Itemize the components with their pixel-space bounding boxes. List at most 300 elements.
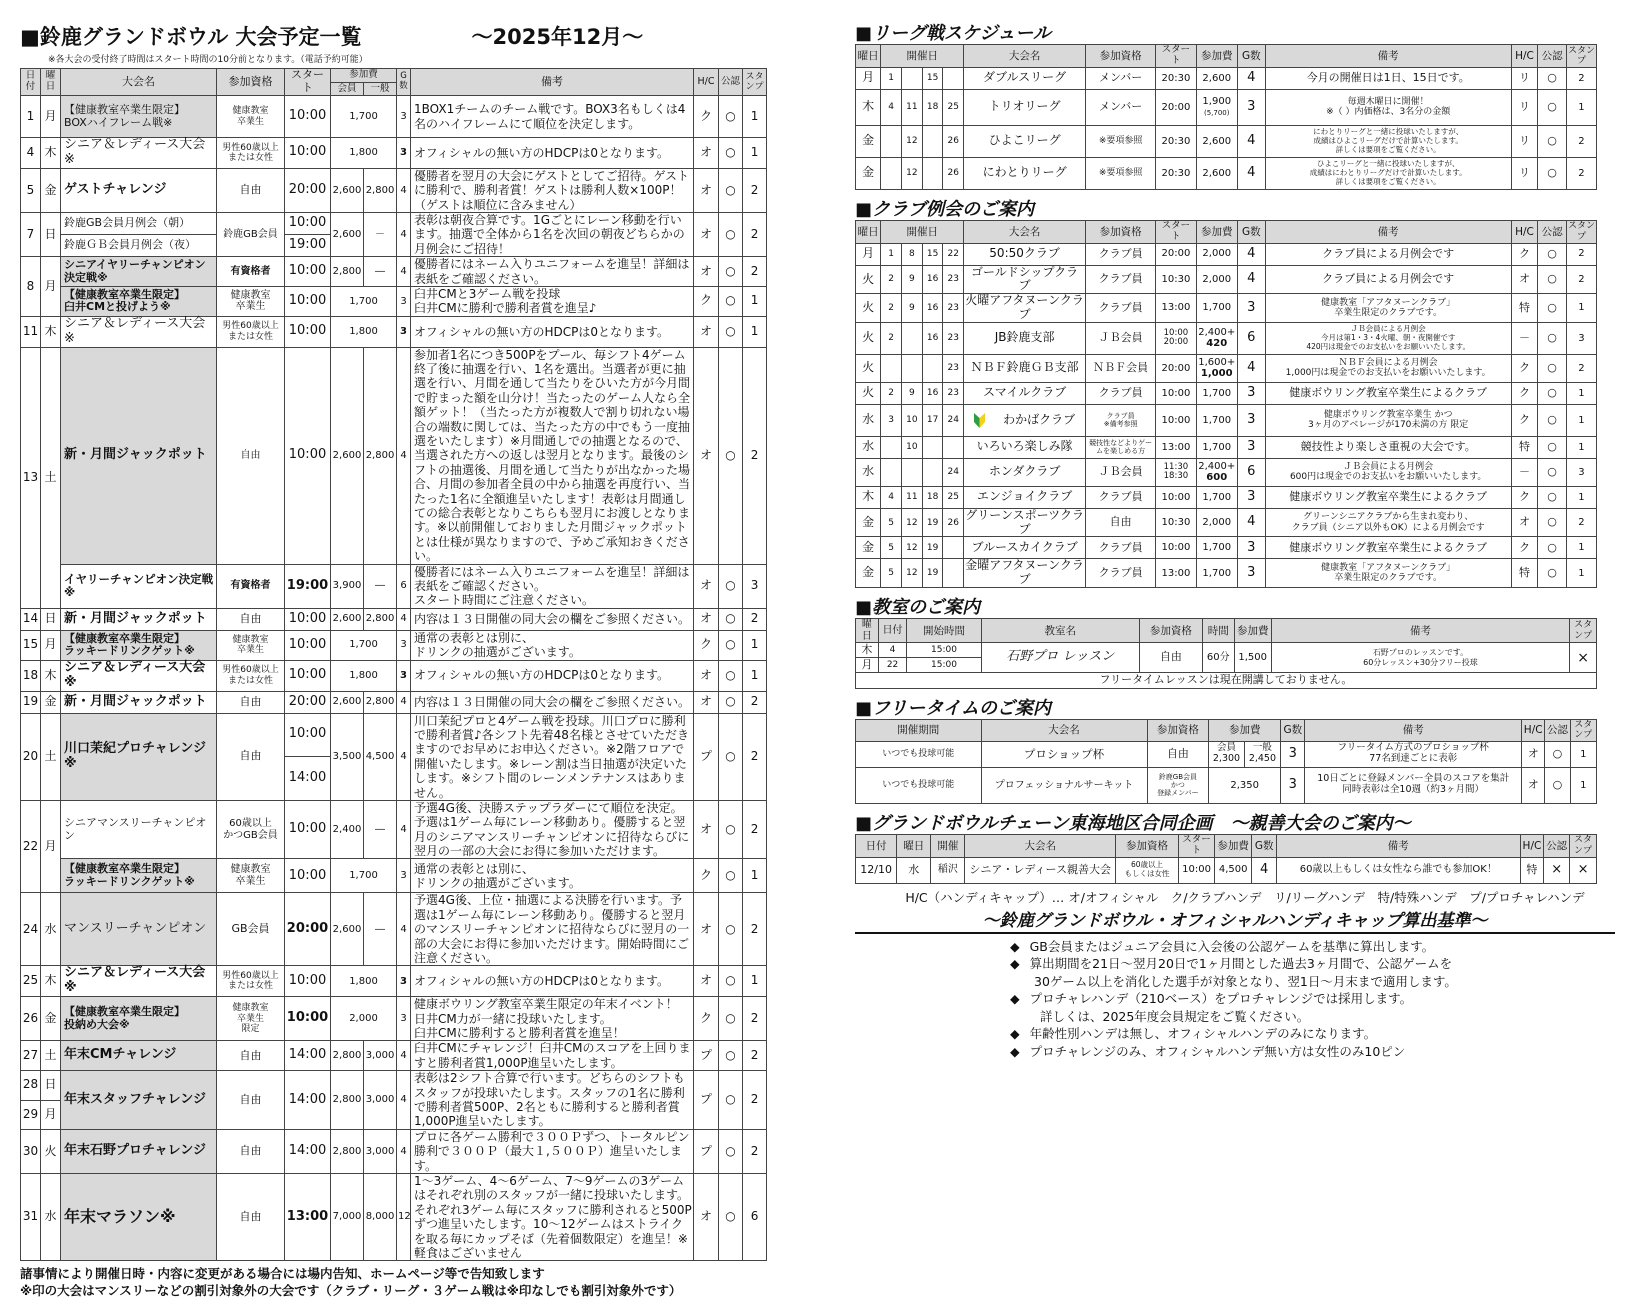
remark-cell: 通常の表彰とは別に、 ドリンクの抽選がございます。 xyxy=(411,859,694,893)
hc-cell: オ xyxy=(694,564,719,608)
stamp-cell: 2 xyxy=(743,800,767,859)
day-cell: 4 xyxy=(21,138,41,169)
g-cell: 4 xyxy=(397,257,411,287)
name-cell: 年末マラソン※ xyxy=(61,1173,217,1260)
fee-cell: 2,000 xyxy=(1196,265,1237,294)
g-cell: 6 xyxy=(1237,322,1265,354)
table-row xyxy=(21,96,767,138)
official-cell: ○ xyxy=(719,997,743,1041)
qual-cell: メンバー xyxy=(1086,89,1156,125)
name-cell: シニアイヤリーチャンピオン決定戦※ xyxy=(61,257,217,287)
table-row xyxy=(856,486,1597,508)
qual-cell: 自由 xyxy=(217,691,285,713)
official-cell: ○ xyxy=(719,213,743,257)
stamp-cell: 3 xyxy=(743,564,767,608)
remark-cell: 優勝者にはネーム入りユニフォームを進呈！詳細は表紙をご確認ください。 スタート時間にご注意ください。 xyxy=(411,564,694,608)
official-cell: ○ xyxy=(719,1129,743,1173)
stamp-cell: 2 xyxy=(743,713,767,800)
dow-cell: 月 xyxy=(856,658,879,673)
header-official: 公認 xyxy=(1545,720,1570,742)
qual-cell: 60歳以上 もしくは女性 xyxy=(1116,857,1179,883)
table-row xyxy=(21,1041,767,1071)
table-row xyxy=(856,125,1597,157)
g-cell: 4 xyxy=(397,691,411,713)
time-cell: 15:00 xyxy=(907,658,981,673)
freetime-title: ■フリータイムのご案内 xyxy=(855,698,1051,720)
header-day: 日付 xyxy=(21,69,41,96)
date-cell: 12 xyxy=(902,559,923,588)
stamp-cell: × xyxy=(1570,643,1597,673)
remark-cell: 1～3ゲーム、4～6ゲーム、7～9ゲームの3ゲームはそれぞれ別のスタッフが一緒に投球いたします。それぞれ3ゲーム毎にスタッフに勝利されると500Pずつ進呈いたします。10～12ゲームはストライクを取る毎にカップそば（先着個数限定）を進呈！※軽食はございません xyxy=(411,1173,694,1260)
name-cell: イヤリーチャンピオン決定戦※ xyxy=(61,564,217,608)
date-cell xyxy=(902,67,923,89)
date-cell: 12 xyxy=(902,508,923,537)
qual-cell: 自由 xyxy=(217,1173,285,1260)
name-cell: ホンダクラブ xyxy=(964,458,1086,486)
g-cell: 3 xyxy=(397,630,411,660)
day-cell: 31 xyxy=(21,1173,41,1260)
start-cell: 10:00 xyxy=(285,713,331,757)
header-name: 大会名 xyxy=(61,69,217,96)
date-cell xyxy=(881,458,902,486)
hc-cell: プ xyxy=(694,1071,719,1130)
day-cell: 8 xyxy=(21,257,41,317)
tournament-rows xyxy=(21,96,767,1261)
header-row xyxy=(856,45,1597,68)
name-cell: 年末CMチャレンジ xyxy=(61,1041,217,1071)
fee-cell: 1,900 (5,700) xyxy=(1196,89,1237,125)
official-cell: ○ xyxy=(1538,436,1567,458)
dow-cell: 火 xyxy=(41,1129,61,1173)
fee-cell: 1,700 xyxy=(1196,382,1237,404)
date-cell xyxy=(881,157,902,189)
header-col: G数 xyxy=(1237,220,1265,243)
day-cell: 13 xyxy=(21,347,41,608)
date-cell xyxy=(943,67,964,89)
header-col: 公認 xyxy=(1544,834,1570,857)
date-cell: 10 xyxy=(902,436,923,458)
date-cell: 5 xyxy=(881,537,902,559)
remark-cell: 健康教室「アフタヌーンクラブ」 卒業生限定のクラブです。 xyxy=(1265,294,1511,323)
stamp-cell: 1 xyxy=(743,316,767,347)
qual-cell: メンバー xyxy=(1086,67,1156,89)
remark-cell: 臼井CMにチャレンジ！臼井CMのスコアを上回りますと勝利者賞1,000P進呈いたします。 xyxy=(411,1041,694,1071)
fee-cell: 4,500 xyxy=(1215,857,1252,883)
date-cell: 16 xyxy=(922,265,943,294)
start-cell: 10:00 xyxy=(285,138,331,169)
name-cell: 新・月間ジャックポット xyxy=(61,347,217,564)
fee-cell: 1,800 xyxy=(331,660,397,691)
date-cell: 9 xyxy=(902,265,923,294)
stamp-cell: 1 xyxy=(743,966,767,997)
dow-cell: 月 xyxy=(856,67,881,89)
name-cell: 鈴鹿ＧＢ会員月例会（夜） xyxy=(61,235,217,257)
day-cell: 25 xyxy=(21,966,41,997)
header-col: スタート xyxy=(1179,834,1215,857)
stamp-cell: 3 xyxy=(1566,322,1596,354)
g-cell: 3 xyxy=(397,96,411,138)
start-cell: 20:00 xyxy=(1156,354,1196,382)
fee-extra: 600 xyxy=(1206,472,1228,484)
fee-general-cell: － xyxy=(364,213,397,257)
header-col: 公認 xyxy=(1538,45,1567,68)
official-cell: ○ xyxy=(1538,322,1567,354)
fee-cell: 1,700 xyxy=(1196,436,1237,458)
qual-cell: 健康教室 卒業生 xyxy=(217,630,285,660)
stamp-cell: 2 xyxy=(1566,125,1596,157)
date-cell xyxy=(943,559,964,588)
date-cell: 3 xyxy=(881,404,902,436)
date-cell: 1 xyxy=(881,243,902,265)
league-title: ■リーグ戦スケジュール xyxy=(855,23,1051,44)
qual-cell: 自由 xyxy=(217,713,285,800)
stamp-cell: 2 xyxy=(1566,157,1596,189)
remark-cell: 健康ボウリング教室卒業生限定の年末イベント！ 日井CM力が一緒に投球いたします。 臼井CMに勝利すると勝利者賞を進呈！ xyxy=(411,997,694,1041)
qual-cell: ※要項参照 xyxy=(1086,157,1156,189)
official-cell: ○ xyxy=(719,287,743,317)
start-cell: 14:00 xyxy=(285,1071,331,1130)
stamp-cell: 1 xyxy=(1566,382,1596,404)
start-cell: 10:00 xyxy=(1156,382,1196,404)
name-cell: 【健康教室卒業生限定】 ラッキードリンクゲット※ xyxy=(61,859,217,893)
date-cell xyxy=(881,436,902,458)
stamp-cell: 1 xyxy=(1570,767,1596,803)
fee-cell: 1,600+ 1,000 xyxy=(1196,354,1237,382)
hc-cell: 特 xyxy=(1520,857,1544,883)
table-row xyxy=(856,767,1597,803)
fee-cell: 1,800 xyxy=(331,316,397,347)
header-col: スタート xyxy=(1156,45,1196,68)
header-stamp: スタンプ xyxy=(1570,720,1596,742)
stamp-cell: 2 xyxy=(743,893,767,966)
remark-cell: 川口茉紀プロと4ゲーム戦を投球。川口プロに勝利で勝利者賞♪各シフト先着48名様とさせていただきますのでお早めにお申込ください。※2階フロアで開催いたします。※レーン割は当日抽選が決定いたします。※シフト間のレーンメンテナンスはありません。 xyxy=(411,713,694,800)
table-row xyxy=(21,691,767,713)
header-dow: 曜日 xyxy=(856,45,881,68)
stamp-cell: 2 xyxy=(1566,354,1596,382)
fee-cell: 1,700 xyxy=(1196,294,1237,323)
g-cell: 3 xyxy=(397,997,411,1041)
discount-notice: ※印の大会はマンスリーなどの割引対象外の大会です（クラブ・リーグ・３ゲーム戦は※印なしでも割引対象外です） xyxy=(20,1283,682,1299)
g-cell: 3 xyxy=(397,316,411,347)
table-row xyxy=(21,564,767,608)
dow-cell: 木 xyxy=(856,486,881,508)
dow-cell: 木 xyxy=(41,966,61,997)
fee-member-cell: 2,600 xyxy=(331,608,364,630)
remark-cell: 今月の開催日は1日、15日です。 xyxy=(1265,67,1511,89)
header-name: 大会名 xyxy=(981,720,1147,742)
date-cell: 16 xyxy=(922,322,943,354)
dow-cell: 火 xyxy=(856,265,881,294)
handicap-title: ～鈴鹿グランドボウル・オフィシャルハンディキャップ算出基準～ xyxy=(855,906,1615,934)
qual-cell: 競技性などよりゲームを楽しめる方 xyxy=(1086,436,1156,458)
qual-cell: クラブ員 xyxy=(1086,559,1156,588)
name-cell: エンジョイクラブ xyxy=(964,486,1086,508)
date-cell: 26 xyxy=(943,508,964,537)
official-cell: ○ xyxy=(1538,382,1567,404)
header-col: 参加費 xyxy=(1196,45,1237,68)
header-col: 備考 xyxy=(1277,834,1521,857)
stamp-cell: 1 xyxy=(743,660,767,691)
handicap-item: ◆ 算出期間を21日～翌月20日で1ヶ月間とした過去3ヶ月間で、公認ゲームを xyxy=(1010,955,1635,973)
remark-cell: 1BOX1チームのチーム戦です。BOX3名もしくは4名のハイフレームにて順位を決定します。 xyxy=(411,96,694,138)
g-cell: 3 xyxy=(1237,486,1265,508)
dow-cell: 木 xyxy=(856,643,879,658)
day-cell: 30 xyxy=(21,1129,41,1173)
qual-cell: ＪＢ会員 xyxy=(1086,322,1156,354)
qual-cell: 男性60歳以上 または女性 xyxy=(217,660,285,691)
start-cell: 14:00 xyxy=(285,757,331,801)
fee-member-cell: 2,600 xyxy=(331,213,364,257)
stamp-cell: 1 xyxy=(743,138,767,169)
fee-general-cell: 2,800 xyxy=(364,691,397,713)
start-cell: 14:00 xyxy=(285,1041,331,1071)
header-col: 大会名 xyxy=(964,45,1086,68)
stamp-cell: 2 xyxy=(743,168,767,212)
date-cell xyxy=(943,436,964,458)
fee-general-cell: 2,800 xyxy=(364,347,397,564)
qual-cell: ＪＢ会員 xyxy=(1086,458,1156,486)
header-col: スタンプ xyxy=(1567,45,1595,66)
date-cell: 5 xyxy=(881,559,902,588)
remark-cell: 健康教室「アフタヌーンクラブ」 卒業生限定のクラブです。 xyxy=(1265,559,1511,588)
hc-cell: オ xyxy=(1511,508,1537,537)
hc-cell: － xyxy=(1511,322,1537,354)
remark-cell: ＮＢＦ会員による月例会 1,000円は現金でのお支払いをお願いいたします。 xyxy=(1265,354,1511,382)
header-col: 参加資格 xyxy=(1086,220,1156,243)
dow-cell: 木 xyxy=(41,316,61,347)
header-col: 備考 xyxy=(1265,220,1511,243)
name-cell: ＮＢＦ鈴鹿ＧＢ支部 xyxy=(964,354,1086,382)
date-cell xyxy=(922,354,943,382)
start-cell: 20:30 xyxy=(1156,157,1196,189)
dow-cell: 火 xyxy=(856,354,881,382)
date-cell: 12 xyxy=(902,537,923,559)
qual-cell: クラブ員 xyxy=(1086,382,1156,404)
stamp-cell: 2 xyxy=(743,1071,767,1130)
table-row xyxy=(21,966,767,997)
start-cell: 10:00 xyxy=(285,800,331,859)
dow-cell: 金 xyxy=(856,559,881,588)
fee-member-cell: 2,600 xyxy=(331,893,364,966)
stamp-cell: 1 xyxy=(1566,537,1596,559)
header-col: 参加費 xyxy=(1215,834,1252,857)
hc-cell: オ xyxy=(694,316,719,347)
official-cell: × xyxy=(1544,857,1570,883)
start-cell: 10:00 xyxy=(285,859,331,893)
header-col: 公認 xyxy=(1538,220,1567,243)
name-cell: プロフェッショナルサーキット xyxy=(981,767,1147,803)
name-cell: トリオリーグ xyxy=(964,89,1086,125)
g-cell: 4 xyxy=(397,800,411,859)
chain-title: ■グランドボウルチェーン東海地区合同企画 ～親善大会のご案内～ xyxy=(855,812,1411,834)
fee-general-cell: ― xyxy=(364,800,397,859)
fee-member-cell: 2,600 xyxy=(331,691,364,713)
remark-cell: 表彰は2シフト合算で行います。どちらのシフトもスタッフが投球いたします。スタッフの1名に勝利で勝利者賞500P、2名ともに勝利すると勝利者賞1,000P進呈いたします。 xyxy=(411,1071,694,1130)
page-title xyxy=(20,20,810,52)
dow-cell: 日 xyxy=(41,213,61,257)
hc-cell: オ xyxy=(694,257,719,287)
fee-general-cell: 2,800 xyxy=(364,608,397,630)
date-cell: 2 xyxy=(881,265,902,294)
date-cell: 23 xyxy=(943,294,964,323)
name-cell: 【健康教室卒業生限定】 BOXハイフレーム戦※ xyxy=(61,96,217,138)
start-cell: 19:00 xyxy=(285,235,331,257)
header-col: 大会名 xyxy=(965,834,1116,857)
remark-cell: 競技性より楽しさ重視の大会です。 xyxy=(1265,436,1511,458)
official-cell: ○ xyxy=(1538,265,1567,294)
date-cell xyxy=(922,436,943,458)
table-row xyxy=(856,67,1597,89)
stamp-cell: 2 xyxy=(1566,508,1596,537)
date-cell: 4 xyxy=(881,89,902,125)
dow-cell: 水 xyxy=(897,857,931,883)
official-cell: ○ xyxy=(719,608,743,630)
official-cell: ○ xyxy=(1538,354,1567,382)
date-cell xyxy=(922,157,943,189)
fee-cell: 2,600 xyxy=(1196,125,1237,157)
table-row xyxy=(856,157,1597,189)
hc-cell: オ xyxy=(694,168,719,212)
remark-cell: 表彰は朝夜合算です。1Gごとにレーン移動を行います。抽選で全体から1名を次回の朝夜どちらかの月例会にご招待！ xyxy=(411,213,694,257)
qual-cell: 有資格者 xyxy=(217,564,285,608)
free-lesson-note: フリータイムレッスンは現在開講しておりません。 xyxy=(856,673,1597,689)
date-cell xyxy=(902,458,923,486)
tournament-schedule xyxy=(20,20,810,1299)
date-cell: 18 xyxy=(922,486,943,508)
fee-extra: (5,700) xyxy=(1203,109,1230,118)
fee-cell: 1,700 xyxy=(1196,537,1237,559)
remark-cell: クラブ員による月例会です xyxy=(1265,265,1511,294)
name-cell: シニア・レディース親善大会 xyxy=(965,857,1116,883)
dow-cell: 火 xyxy=(856,322,881,354)
g-cell: 3 xyxy=(397,287,411,317)
header-col: 備考 xyxy=(1271,619,1569,643)
dow-cell: 金 xyxy=(856,508,881,537)
date-cell xyxy=(902,322,923,354)
official-cell: ○ xyxy=(1545,741,1570,767)
start-cell: 20:00 xyxy=(285,168,331,212)
date-cell: 16 xyxy=(922,294,943,323)
dow-cell: 火 xyxy=(856,294,881,323)
remark-cell: 健康ボウリング教室卒業生によるクラブ xyxy=(1265,382,1511,404)
date-cell: 26 xyxy=(943,157,964,189)
name-cell: 鈴鹿GB会員月例会（朝） xyxy=(61,213,217,235)
header-member: 会員 xyxy=(331,83,364,96)
table-row xyxy=(856,458,1597,486)
hc-cell: 特 xyxy=(1511,294,1537,323)
title-text: ■鈴鹿グランドボウル 大会予定一覧 xyxy=(20,25,362,49)
qual-cell: 自由 xyxy=(217,347,285,564)
g-cell: 4 xyxy=(397,213,411,257)
header-hc: H/C xyxy=(1522,720,1545,742)
hc-cell: ク xyxy=(694,859,719,893)
qual-cell: 男性60歳以上 または女性 xyxy=(217,138,285,169)
table-row xyxy=(21,347,767,564)
day-cell: 14 xyxy=(21,608,41,630)
name-cell: ひよこリーグ xyxy=(964,125,1086,157)
hc-cell: ク xyxy=(1511,404,1537,436)
lesson-table xyxy=(855,618,1597,689)
header-qual: 参加資格 xyxy=(217,69,285,96)
stamp-cell: 2 xyxy=(743,608,767,630)
fee-extra: 420 xyxy=(1206,338,1228,350)
dow-cell: 日 xyxy=(41,1071,61,1100)
dow-cell: 金 xyxy=(41,168,61,212)
dow-cell: 金 xyxy=(856,537,881,559)
hc-cell: リ xyxy=(1511,67,1537,89)
header-col: 曜日 xyxy=(897,834,931,857)
day-cell: 7 xyxy=(21,213,41,257)
fee-general-cell: 3,000 xyxy=(364,1041,397,1071)
g-cell: 3 xyxy=(1237,404,1265,436)
table-row xyxy=(856,537,1597,559)
official-cell: ○ xyxy=(719,660,743,691)
header-start: スタート xyxy=(285,69,331,96)
fee-general-cell: 3,000 xyxy=(364,1071,397,1130)
fee-cell: 1,800 xyxy=(331,138,397,169)
hc-cell: ク xyxy=(1511,537,1537,559)
g-cell: 3 xyxy=(397,966,411,997)
dow-cell: 水 xyxy=(856,404,881,436)
table-row xyxy=(21,859,767,893)
name-cell: 【健康教室卒業生限定】 投納め大会※ xyxy=(61,997,217,1041)
hc-cell: ク xyxy=(1511,243,1537,265)
day-cell: 1 xyxy=(21,96,41,138)
hc-cell: ク xyxy=(694,630,719,660)
table-row xyxy=(856,741,1597,767)
remark-cell: 臼井CMと3ゲーム戦を投球 臼井CMに勝利で勝利者賞を進呈♪ xyxy=(411,287,694,317)
date-cell: 5 xyxy=(881,508,902,537)
fee-member-cell: 2,800 xyxy=(331,1129,364,1173)
hc-cell: ク xyxy=(1511,486,1537,508)
start-cell: 20:00 xyxy=(1156,89,1196,125)
official-cell: ○ xyxy=(719,691,743,713)
name-cell: ブルースカイクラブ xyxy=(964,537,1086,559)
official-cell: ○ xyxy=(1538,559,1567,588)
hc-cell: ク xyxy=(694,997,719,1041)
remark-cell: 内容は１３日開催の同大会の欄をご参照ください。 xyxy=(411,691,694,713)
date-cell: 17 xyxy=(922,404,943,436)
remark-cell: オフィシャルの無い方のHDCPは0となります。 xyxy=(411,966,694,997)
g-cell: 3 xyxy=(1237,382,1265,404)
remark-cell: プロに各ゲーム勝利で３００Ｐずつ、トータルピン勝利で３００Ｐ（最大１,５００Ｐ）進呈いたします。 xyxy=(411,1129,694,1173)
hc-cell: オ xyxy=(694,966,719,997)
fee-cell: 2,600 xyxy=(1196,67,1237,89)
name-cell: シニアマンスリーチャンピオン xyxy=(61,800,217,859)
fee-member-cell: 会員 2,300 xyxy=(1209,741,1244,767)
stamp-cell: 3 xyxy=(1566,458,1596,486)
qual-cell: 自由 xyxy=(217,1041,285,1071)
qual-cell: 自由 xyxy=(1140,643,1203,673)
hc-cell: オ xyxy=(694,138,719,169)
stamp-cell: 1 xyxy=(743,287,767,317)
start-cell: 10:00 xyxy=(285,213,331,235)
qual-cell: クラブ員 ※備考参照 xyxy=(1086,404,1156,436)
g-cell: 3 xyxy=(397,859,411,893)
official-cell: ○ xyxy=(719,859,743,893)
qual-cell: 自由 xyxy=(1086,508,1156,537)
fee-member-cell: 7,000 xyxy=(331,1173,364,1260)
start-cell: 13:00 xyxy=(1156,294,1196,323)
fee-member-cell: 3,900 xyxy=(331,564,364,608)
fee-cell: 2,000 xyxy=(1196,508,1237,537)
date-cell: 25 xyxy=(943,89,964,125)
date-cell: 8 xyxy=(902,243,923,265)
dow-cell: 金 xyxy=(856,125,881,157)
day-cell: 15 xyxy=(21,630,41,660)
header-col: G数 xyxy=(1237,45,1265,68)
start-cell: 10:00 xyxy=(285,96,331,138)
